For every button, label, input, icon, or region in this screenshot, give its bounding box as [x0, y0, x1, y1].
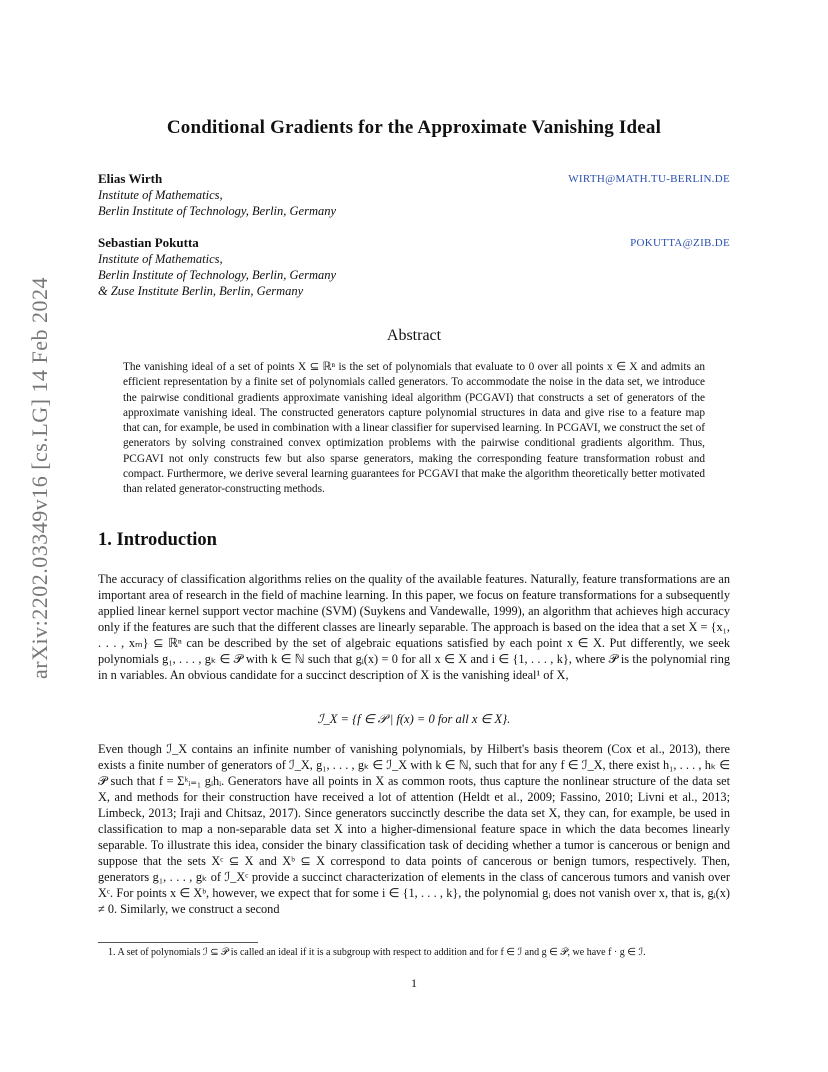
paper-title: Conditional Gradients for the Approximate Vanishing Ideal: [166, 117, 662, 138]
author-affiliation-line: & Zuse Institute Berlin, Berlin, Germany: [98, 284, 304, 298]
author-email[interactable]: WIRTH@MATH.TU-BERLIN.DE: [568, 173, 730, 185]
arxiv-stamp: [20, 278, 60, 678]
author-email[interactable]: POKUTTA@ZIB.DE: [630, 237, 730, 249]
arxiv-id: arXiv:2202.03349v16 [cs.LG] 14 Feb 2024: [27, 276, 53, 680]
footnote: 1. A set of polynomials ℐ ⊆ 𝒫 is called an ideal if it is a subgroup with respect to addition and for f ∈ ℐ and g ∈ 𝒫, we have f · g ∈ ℐ.: [108, 947, 646, 958]
abstract-heading: Abstract: [386, 327, 442, 344]
author-affiliation-line: Institute of Mathematics,: [98, 252, 223, 266]
abstract-text: The vanishing ideal of a set of points X ⊆ ℝⁿ is the set of polynomials that evaluate to 0 over all points x ∈ X and admits an efficient representation by a finite set of polynomials called generators. To accommodate the noise in the data set, we introduce the pairwise conditional gradients approximate vanishing ideal algorithm (PCGAVI) that constructs a set of generators of the approximate vanishing ideal. The constructed generators capture polynomial structures in data and give rise to a feature map that can, for example, be used in combination with a linear classifier for supervised learning. In PCGAVI, we construct the set of generators by solving constrained convex optimization problems with the pairwise conditional gradients algorithm. Thus, PCGAVI not only constructs few but also sparse generators, making the corresponding feature transformation robust and compact. Furthermore, we derive several learning guarantees for PCGAVI that make the algorithm theoretically better motivated than related generator-constructing methods.: [123, 361, 705, 496]
page-number: 1: [411, 976, 417, 990]
author-block: [98, 235, 730, 299]
section-title: 1. Introduction: [98, 530, 217, 550]
author-affiliation-line: Berlin Institute of Technology, Berlin, Germany: [98, 204, 337, 218]
author-affiliation-line: Institute of Mathematics,: [98, 188, 223, 202]
author-block: [98, 171, 730, 219]
author-name: Elias Wirth: [98, 171, 163, 186]
author-affiliation-line: Berlin Institute of Technology, Berlin, Germany: [98, 268, 337, 282]
equation: ℐ_X = {f ∈ 𝒫 | f(x) = 0 for all x ∈ X}.: [317, 712, 511, 726]
intro-paragraph: Even though ℐ_X contains an infinite number of vanishing polynomials, by Hilbert's basis theorem (Cox et al., 2013), there exists a finite number of generators of ℐ_X, g₁, . . . , gₖ ∈ ℐ_X with k ∈ ℕ, such that for any f ∈ ℐ_X, there exist h₁, . . . , hₖ ∈ 𝒫 such that f = Σᵏᵢ₌₁ gᵢhᵢ. Generators have all points in X as common roots, thus capture the nonlinear structure of the data set X, and methods for their construction have received a lot of attention (Heldt et al., 2009; Fassino, 2010; Livni et al., 2013; Limbeck, 2013; Iraji and Chitsaz, 2017). Since generators succinctly describe the data set X, they can, for example, be used in classification to map a non-separable data set X into a higher-dimensional feature space in which the data becomes linearly separable. To illustrate this idea, consider the binary classification task of deciding whether a tumor is cancerous or benign and suppose that the sets Xᶜ ⊆ X and Xᵇ ⊆ X correspond to data points of cancerous or benign tumors, respectively. Then, generators g₁, . . . , gₖ of ℐ_Xᶜ provide a succinct characterization of elements in the class of cancerous tumors and vanish over Xᶜ. For points x ∈ Xᵇ, however, we expect that for some i ∈ {1, . . . , k}, the polynomial gᵢ does not vanish over x, that is, gᵢ(x) ≠ 0. Similarly, we construct a second: [98, 742, 730, 916]
intro-paragraph: The accuracy of classification algorithms relies on the quality of the available features. Naturally, feature transformations are an important area of research in the field of machine learning. In this paper, we focus on feature transformations for a subsequently applied linear kernel support vector machine (SVM) (Suykens and Vandewalle, 1999), an algorithm that achieves high accuracy only if the features are such that the different classes are linearly separable. The approach is based on the idea that a set X = {x₁, . . . , xₘ} ⊆ ℝⁿ can be described by the set of algebraic equations satisfied by each point x ∈ X. Put differently, we seek polynomials g₁, . . . , gₖ ∈ 𝒫 with k ∈ ℕ such that gᵢ(x) = 0 for all x ∈ X and i ∈ {1, . . . , k}, where 𝒫 is the polynomial ring in n variables. An obvious candidate for a succinct description of X is the vanishing ideal¹ of X,: [98, 572, 730, 682]
footnote-divider: [98, 942, 258, 943]
author-name: Sebastian Pokutta: [98, 235, 199, 250]
